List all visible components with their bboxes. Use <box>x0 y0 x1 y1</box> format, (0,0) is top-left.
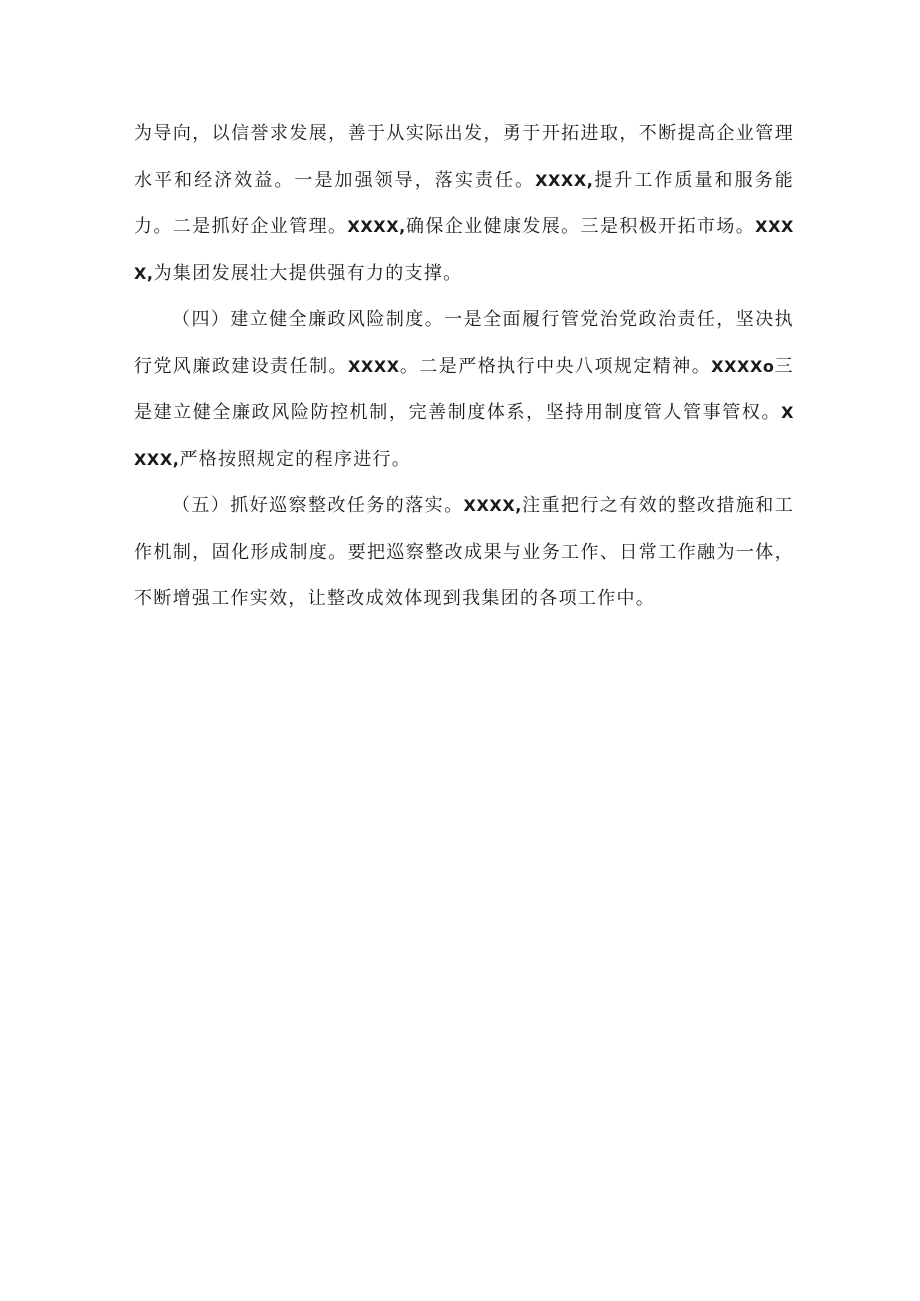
placeholder-text: XXXX, <box>463 496 522 515</box>
placeholder-text: XXXX, <box>347 217 406 236</box>
placeholder-text: XXXX, <box>134 217 794 283</box>
text-segment: 严格按照规定的程序进行。 <box>179 448 412 470</box>
text-segment: 注重把行之有效的整改措施和工作机制，固化形成制度。要把巡察整改成果与业务工作、日常工作融为一体，不断增强工作实效，让整改成效体现到我集团的各项工作中。 <box>134 495 795 609</box>
text-segment: 提升工作质量和服务能力。二是抓好企业管理。 <box>134 169 795 237</box>
text-segment: 为导向，以信誉求发展，善于从实际出发，勇于开拓进取，不断提高企业管理水平和经济效益。一是加强领导，落实责任。 <box>134 123 794 191</box>
paragraph-section-5 <box>134 483 794 623</box>
paragraph-section-4 <box>134 297 794 483</box>
text-segment: （五）抓好巡察整改任务的落实。 <box>172 495 464 516</box>
placeholder-text: XXXX, <box>134 403 794 469</box>
text-segment: 为集团发展壮大提供强有力的支撑。 <box>153 262 463 284</box>
placeholder-text: XXXXo <box>711 356 775 376</box>
placeholder-text: XXXX, <box>535 170 594 190</box>
document-body <box>134 111 794 623</box>
paragraph-continuation <box>134 111 794 297</box>
text-segment: （四）建立健全廉政风险制度。一是全面履行管党治党政治责任，坚决执行党风廉政建设责任制。 <box>134 309 794 377</box>
placeholder-text: XXXX <box>348 356 400 376</box>
text-segment: 确保企业健康发展。三是积极开拓市场。 <box>405 216 756 237</box>
text-segment: 三是建立健全廉政风险防控机制，完善制度体系，坚持用制度管人管事管权。 <box>134 355 794 423</box>
text-segment: 。二是严格执行中央八项规定精神。 <box>399 355 712 377</box>
